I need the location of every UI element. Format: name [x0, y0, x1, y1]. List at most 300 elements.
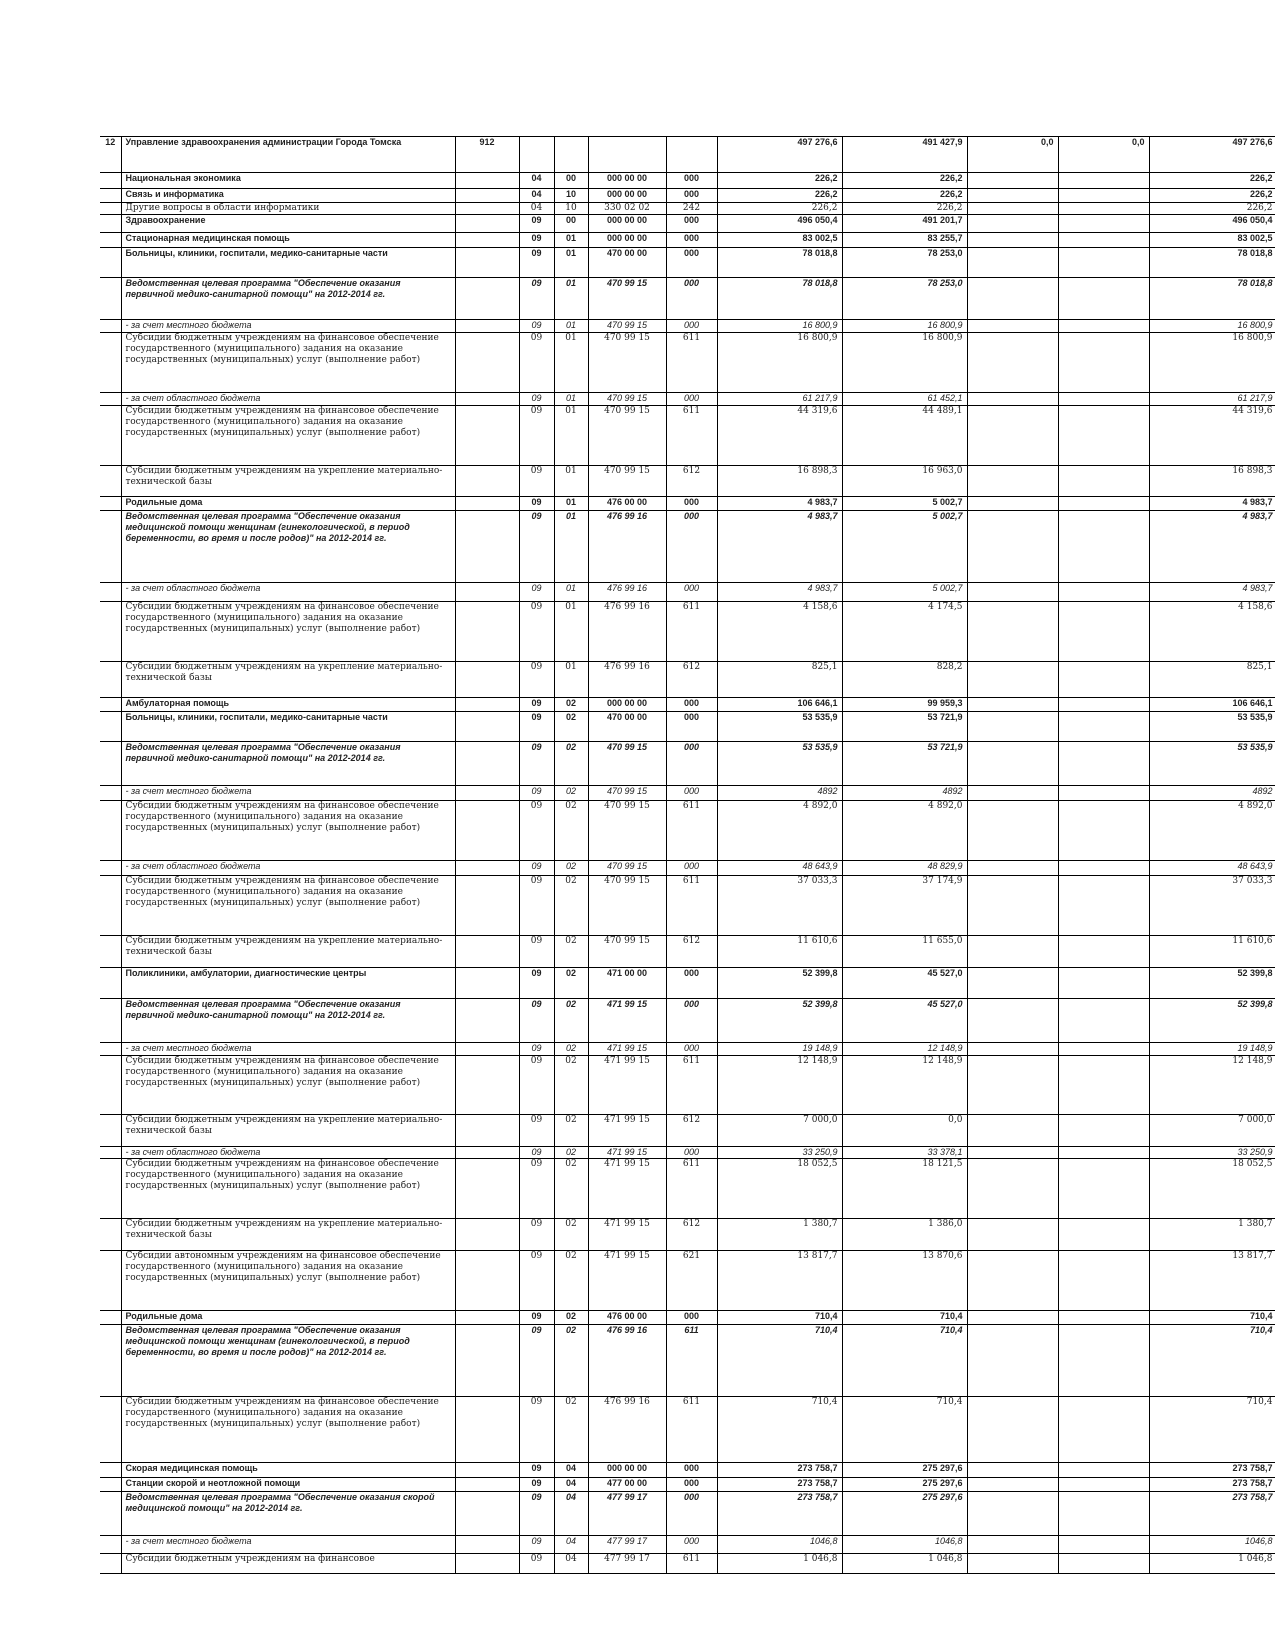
amount-cell-1: 33 250,9	[717, 1147, 842, 1159]
amount-cell-4	[1058, 1478, 1149, 1492]
target-article-code-cell: 471 99 15	[588, 999, 666, 1043]
amount-cell-3	[967, 1463, 1058, 1478]
expense-type-code-cell: 000	[666, 215, 717, 233]
table-row	[100, 1325, 1275, 1397]
amount-cell-5: 16 800,9	[1149, 320, 1275, 333]
expense-type-code-cell: 000	[666, 1147, 717, 1159]
amount-cell-1: 7 000,0	[717, 1115, 842, 1147]
row-name-cell: Субсидии бюджетным учреждениям на финансовое обеспечение государственного (муниципального) задания на оказание государственных (муниципальных) услуг (выполнение работ)	[121, 1159, 455, 1219]
amount-cell-1: 83 002,5	[717, 233, 842, 248]
amount-cell-2: 4 892,0	[842, 801, 967, 861]
row-index-cell	[100, 1397, 121, 1463]
amount-cell-4	[1058, 1219, 1149, 1251]
row-index-cell	[100, 333, 121, 393]
amount-cell-4	[1058, 1325, 1149, 1397]
section-code-cell: 09	[519, 968, 554, 999]
section-code-cell: 09	[519, 698, 554, 712]
target-article-code-cell	[588, 137, 666, 173]
amount-cell-3	[967, 333, 1058, 393]
subsection-code-cell: 10	[554, 189, 588, 203]
gr-code-cell	[455, 1554, 519, 1574]
amount-cell-3	[967, 189, 1058, 203]
amount-cell-2: 226,2	[842, 203, 967, 215]
amount-cell-4	[1058, 602, 1149, 662]
gr-code-cell	[455, 248, 519, 278]
amount-cell-3	[967, 1147, 1058, 1159]
amount-cell-4	[1058, 712, 1149, 742]
gr-code-cell	[455, 712, 519, 742]
amount-cell-2: 4 174,5	[842, 602, 967, 662]
table-row	[100, 203, 1275, 215]
row-name-cell: Субсидии бюджетным учреждениям на финансовое обеспечение государственного (муниципального) задания на оказание государственных (муниципальных) услуг (выполнение работ)	[121, 1056, 455, 1115]
row-name-cell: Другие вопросы в области информатики	[121, 203, 455, 215]
row-index-cell	[100, 698, 121, 712]
row-index-cell	[100, 999, 121, 1043]
amount-cell-2: 1 046,8	[842, 1554, 967, 1574]
row-index-cell	[100, 801, 121, 861]
subsection-code-cell: 02	[554, 1251, 588, 1311]
expense-type-code-cell: 000	[666, 173, 717, 189]
amount-cell-3	[967, 712, 1058, 742]
expense-type-code-cell: 612	[666, 662, 717, 698]
amount-cell-4	[1058, 786, 1149, 801]
section-code-cell: 09	[519, 320, 554, 333]
target-article-code-cell: 470 99 15	[588, 876, 666, 936]
amount-cell-1: 710,4	[717, 1397, 842, 1463]
gr-code-cell	[455, 466, 519, 497]
row-name-cell: Ведомственная целевая программа "Обеспечение оказания первичной медико-санитарной помощи" на 2012-2014 гг.	[121, 278, 455, 320]
section-code-cell: 09	[519, 712, 554, 742]
section-code-cell: 09	[519, 742, 554, 786]
gr-code-cell	[455, 189, 519, 203]
amount-cell-3	[967, 1056, 1058, 1115]
row-index-cell	[100, 786, 121, 801]
section-code-cell: 09	[519, 1325, 554, 1397]
amount-cell-1: 226,2	[717, 189, 842, 203]
section-code-cell: 09	[519, 215, 554, 233]
amount-cell-1: 12 148,9	[717, 1056, 842, 1115]
amount-cell-2: 5 002,7	[842, 497, 967, 511]
table-row	[100, 1251, 1275, 1311]
expense-type-code-cell: 000	[666, 278, 717, 320]
section-code-cell: 04	[519, 173, 554, 189]
amount-cell-5: 48 643,9	[1149, 861, 1275, 876]
row-name-cell: Субсидии бюджетным учреждениям на финансовое обеспечение государственного (муниципального) задания на оказание государственных (муниципальных) услуг (выполнение работ)	[121, 1397, 455, 1463]
gr-code-cell	[455, 1463, 519, 1478]
row-index-cell	[100, 1536, 121, 1554]
amount-cell-1: 825,1	[717, 662, 842, 698]
row-index-cell	[100, 742, 121, 786]
row-index-cell	[100, 511, 121, 583]
expense-type-code-cell: 000	[666, 248, 717, 278]
row-index-cell	[100, 1159, 121, 1219]
amount-cell-4	[1058, 466, 1149, 497]
subsection-code-cell: 00	[554, 173, 588, 189]
amount-cell-3	[967, 742, 1058, 786]
section-code-cell: 09	[519, 278, 554, 320]
target-article-code-cell: 000 00 00	[588, 189, 666, 203]
target-article-code-cell: 471 99 15	[588, 1043, 666, 1056]
table-row	[100, 497, 1275, 511]
subsection-code-cell: 01	[554, 497, 588, 511]
amount-cell-1: 44 319,6	[717, 406, 842, 466]
section-code-cell: 09	[519, 1056, 554, 1115]
amount-cell-4	[1058, 1115, 1149, 1147]
row-name-cell: Субсидии бюджетным учреждениям на укрепление материально-технической базы	[121, 466, 455, 497]
expense-type-code-cell: 000	[666, 712, 717, 742]
amount-cell-4	[1058, 1463, 1149, 1478]
gr-code-cell	[455, 876, 519, 936]
amount-cell-1: 496 050,4	[717, 215, 842, 233]
row-index-cell	[100, 189, 121, 203]
expense-type-code-cell: 611	[666, 406, 717, 466]
subsection-code-cell: 02	[554, 786, 588, 801]
gr-code-cell	[455, 662, 519, 698]
expense-type-code-cell: 000	[666, 1043, 717, 1056]
section-code-cell: 09	[519, 1251, 554, 1311]
amount-cell-1: 37 033,3	[717, 876, 842, 936]
gr-code-cell	[455, 1251, 519, 1311]
amount-cell-1: 4 158,6	[717, 602, 842, 662]
expense-type-code-cell: 612	[666, 1219, 717, 1251]
subsection-code-cell: 02	[554, 876, 588, 936]
row-index-cell	[100, 583, 121, 602]
amount-cell-5: 83 002,5	[1149, 233, 1275, 248]
amount-cell-5: 825,1	[1149, 662, 1275, 698]
amount-cell-4	[1058, 1147, 1149, 1159]
amount-cell-3	[967, 278, 1058, 320]
amount-cell-2: 1046,8	[842, 1536, 967, 1554]
gr-code-cell	[455, 602, 519, 662]
gr-code-cell	[455, 393, 519, 406]
amount-cell-4	[1058, 698, 1149, 712]
table-row	[100, 786, 1275, 801]
amount-cell-3	[967, 173, 1058, 189]
table-row	[100, 511, 1275, 583]
target-article-code-cell: 476 00 00	[588, 497, 666, 511]
row-index-cell	[100, 1492, 121, 1536]
amount-cell-3	[967, 1325, 1058, 1397]
expense-type-code-cell: 000	[666, 1536, 717, 1554]
row-name-cell: - за счет областного бюджета	[121, 861, 455, 876]
section-code-cell: 09	[519, 233, 554, 248]
gr-code-cell	[455, 278, 519, 320]
row-name-cell: Ведомственная целевая программа "Обеспечение оказания скорой медицинской помощи" на 2012-2014 гг.	[121, 1492, 455, 1536]
row-name-cell: Больницы, клиники, госпитали, медико-санитарные части	[121, 712, 455, 742]
gr-code-cell	[455, 1159, 519, 1219]
amount-cell-4	[1058, 742, 1149, 786]
table-row	[100, 1463, 1275, 1478]
row-index-cell	[100, 466, 121, 497]
row-index-cell	[100, 936, 121, 968]
amount-cell-3	[967, 936, 1058, 968]
row-name-cell: Стационарная медицинская помощь	[121, 233, 455, 248]
expense-type-code-cell: 000	[666, 1492, 717, 1536]
amount-cell-2: 48 829,9	[842, 861, 967, 876]
amount-cell-5: 226,2	[1149, 203, 1275, 215]
amount-cell-2: 44 489,1	[842, 406, 967, 466]
row-name-cell: - за счет местного бюджета	[121, 1043, 455, 1056]
amount-cell-1: 19 148,9	[717, 1043, 842, 1056]
row-index-cell	[100, 1147, 121, 1159]
amount-cell-4	[1058, 1311, 1149, 1325]
amount-cell-1: 106 646,1	[717, 698, 842, 712]
expense-type-code-cell: 611	[666, 333, 717, 393]
table-row	[100, 1536, 1275, 1554]
amount-cell-3	[967, 1492, 1058, 1536]
table-row	[100, 1056, 1275, 1115]
amount-cell-2: 16 800,9	[842, 333, 967, 393]
target-article-code-cell: 000 00 00	[588, 1463, 666, 1478]
target-article-code-cell: 000 00 00	[588, 173, 666, 189]
row-index-cell	[100, 497, 121, 511]
target-article-code-cell: 476 99 16	[588, 1325, 666, 1397]
gr-code-cell	[455, 215, 519, 233]
gr-code-cell	[455, 1043, 519, 1056]
target-article-code-cell: 477 99 17	[588, 1492, 666, 1536]
expense-type-code-cell: 000	[666, 968, 717, 999]
subsection-code-cell: 02	[554, 1219, 588, 1251]
amount-cell-3	[967, 466, 1058, 497]
amount-cell-4	[1058, 248, 1149, 278]
amount-cell-2: 16 800,9	[842, 320, 967, 333]
row-name-cell: Скорая медицинская помощь	[121, 1463, 455, 1478]
table-row	[100, 1311, 1275, 1325]
amount-cell-3	[967, 320, 1058, 333]
amount-cell-4	[1058, 320, 1149, 333]
expense-type-code-cell: 611	[666, 602, 717, 662]
subsection-code-cell: 02	[554, 861, 588, 876]
row-index-cell	[100, 215, 121, 233]
amount-cell-2: 78 253,0	[842, 278, 967, 320]
target-article-code-cell: 000 00 00	[588, 215, 666, 233]
target-article-code-cell: 470 99 15	[588, 333, 666, 393]
amount-cell-1: 710,4	[717, 1325, 842, 1397]
subsection-code-cell: 02	[554, 1115, 588, 1147]
section-code-cell: 09	[519, 1147, 554, 1159]
amount-cell-3	[967, 393, 1058, 406]
expense-type-code-cell: 621	[666, 1251, 717, 1311]
amount-cell-4	[1058, 1554, 1149, 1574]
row-index-cell	[100, 1043, 121, 1056]
table-row	[100, 662, 1275, 698]
section-code-cell: 09	[519, 511, 554, 583]
expense-type-code-cell: 000	[666, 1463, 717, 1478]
amount-cell-3	[967, 511, 1058, 583]
amount-cell-5: 78 018,8	[1149, 248, 1275, 278]
amount-cell-3	[967, 786, 1058, 801]
amount-cell-2: 710,4	[842, 1397, 967, 1463]
table-row	[100, 1478, 1275, 1492]
table-row	[100, 876, 1275, 936]
row-index-cell	[100, 861, 121, 876]
table-row	[100, 1219, 1275, 1251]
subsection-code-cell: 01	[554, 602, 588, 662]
row-name-cell: - за счет местного бюджета	[121, 786, 455, 801]
amount-cell-4	[1058, 215, 1149, 233]
expense-type-code-cell: 000	[666, 511, 717, 583]
target-article-code-cell: 470 99 15	[588, 936, 666, 968]
amount-cell-1: 4 983,7	[717, 497, 842, 511]
subsection-code-cell: 01	[554, 320, 588, 333]
gr-code-cell	[455, 1397, 519, 1463]
subsection-code-cell: 01	[554, 333, 588, 393]
target-article-code-cell: 470 99 15	[588, 393, 666, 406]
amount-cell-3	[967, 1478, 1058, 1492]
row-index-cell	[100, 662, 121, 698]
amount-cell-5: 1 380,7	[1149, 1219, 1275, 1251]
amount-cell-2: 12 148,9	[842, 1043, 967, 1056]
amount-cell-4	[1058, 233, 1149, 248]
amount-cell-4	[1058, 1159, 1149, 1219]
amount-cell-3	[967, 698, 1058, 712]
target-article-code-cell: 476 00 00	[588, 1311, 666, 1325]
target-article-code-cell: 470 99 15	[588, 861, 666, 876]
target-article-code-cell: 471 99 15	[588, 1115, 666, 1147]
row-index-cell	[100, 320, 121, 333]
amount-cell-3: 0,0	[967, 137, 1058, 173]
subsection-code-cell: 02	[554, 1397, 588, 1463]
target-article-code-cell: 471 99 15	[588, 1251, 666, 1311]
row-index-cell	[100, 712, 121, 742]
row-name-cell: Ведомственная целевая программа "Обеспечение оказания первичной медико-санитарной помощи" на 2012-2014 гг.	[121, 999, 455, 1043]
table-row	[100, 1397, 1275, 1463]
gr-code-cell	[455, 1325, 519, 1397]
amount-cell-4	[1058, 497, 1149, 511]
amount-cell-5: 44 319,6	[1149, 406, 1275, 466]
gr-code-cell	[455, 1478, 519, 1492]
section-code-cell: 09	[519, 1219, 554, 1251]
row-index-cell	[100, 1056, 121, 1115]
table-row	[100, 278, 1275, 320]
table-row	[100, 1554, 1275, 1574]
subsection-code-cell: 02	[554, 1325, 588, 1397]
expense-type-code-cell: 611	[666, 1325, 717, 1397]
row-name-cell: Управление здравоохранения администрации Города Томска	[121, 137, 455, 173]
amount-cell-1: 273 758,7	[717, 1492, 842, 1536]
target-article-code-cell: 470 99 15	[588, 320, 666, 333]
subsection-code-cell: 01	[554, 278, 588, 320]
amount-cell-1: 226,2	[717, 173, 842, 189]
row-name-cell: - за счет областного бюджета	[121, 583, 455, 602]
amount-cell-4	[1058, 1056, 1149, 1115]
amount-cell-5: 273 758,7	[1149, 1492, 1275, 1536]
subsection-code-cell: 02	[554, 1043, 588, 1056]
amount-cell-3	[967, 1397, 1058, 1463]
row-index-cell	[100, 1478, 121, 1492]
subsection-code-cell: 04	[554, 1536, 588, 1554]
subsection-code-cell	[554, 137, 588, 173]
gr-code-cell	[455, 1147, 519, 1159]
expense-type-code-cell: 612	[666, 936, 717, 968]
amount-cell-5: 52 399,8	[1149, 999, 1275, 1043]
subsection-code-cell: 01	[554, 233, 588, 248]
target-article-code-cell: 476 99 16	[588, 583, 666, 602]
section-code-cell: 09	[519, 1397, 554, 1463]
row-name-cell: Станции скорой и неотложной помощи	[121, 1478, 455, 1492]
amount-cell-5: 16 800,9	[1149, 333, 1275, 393]
amount-cell-2: 33 378,1	[842, 1147, 967, 1159]
amount-cell-3	[967, 1159, 1058, 1219]
amount-cell-4	[1058, 999, 1149, 1043]
table-row	[100, 861, 1275, 876]
amount-cell-1: 4892	[717, 786, 842, 801]
section-code-cell: 04	[519, 189, 554, 203]
amount-cell-2: 491 201,7	[842, 215, 967, 233]
table-row	[100, 1043, 1275, 1056]
expense-type-code-cell: 611	[666, 876, 717, 936]
subsection-code-cell: 01	[554, 466, 588, 497]
target-article-code-cell: 000 00 00	[588, 698, 666, 712]
row-index-cell	[100, 1554, 121, 1574]
amount-cell-4	[1058, 1536, 1149, 1554]
subsection-code-cell: 01	[554, 662, 588, 698]
target-article-code-cell: 476 99 16	[588, 662, 666, 698]
amount-cell-4	[1058, 876, 1149, 936]
row-name-cell: Субсидии бюджетным учреждениям на финансовое	[121, 1554, 455, 1574]
amount-cell-1: 48 643,9	[717, 861, 842, 876]
target-article-code-cell: 470 99 15	[588, 278, 666, 320]
amount-cell-1: 4 983,7	[717, 583, 842, 602]
target-article-code-cell: 470 99 15	[588, 786, 666, 801]
gr-code-cell	[455, 742, 519, 786]
amount-cell-4	[1058, 203, 1149, 215]
section-code-cell: 09	[519, 1492, 554, 1536]
amount-cell-2: 18 121,5	[842, 1159, 967, 1219]
expense-type-code-cell: 000	[666, 1478, 717, 1492]
section-code-cell: 09	[519, 662, 554, 698]
table-body	[100, 137, 1275, 1574]
subsection-code-cell: 02	[554, 1147, 588, 1159]
amount-cell-2: 710,4	[842, 1325, 967, 1397]
target-article-code-cell: 471 99 15	[588, 1219, 666, 1251]
amount-cell-2: 226,2	[842, 189, 967, 203]
amount-cell-2: 0,0	[842, 1115, 967, 1147]
target-article-code-cell: 476 99 16	[588, 602, 666, 662]
amount-cell-2: 275 297,6	[842, 1478, 967, 1492]
subsection-code-cell: 02	[554, 968, 588, 999]
target-article-code-cell: 476 99 16	[588, 511, 666, 583]
table-row	[100, 333, 1275, 393]
table-row	[100, 393, 1275, 406]
expense-type-code-cell: 611	[666, 1554, 717, 1574]
subsection-code-cell: 02	[554, 712, 588, 742]
amount-cell-3	[967, 1536, 1058, 1554]
row-name-cell: Ведомственная целевая программа "Обеспечение оказания медицинской помощи женщинам (гинекологической, в период беременности, во время и после родов)" на 2012-2014 гг.	[121, 511, 455, 583]
table-row	[100, 466, 1275, 497]
amount-cell-2: 78 253,0	[842, 248, 967, 278]
section-code-cell: 09	[519, 1043, 554, 1056]
expense-type-code-cell: 000	[666, 320, 717, 333]
amount-cell-4: 0,0	[1058, 137, 1149, 173]
section-code-cell: 09	[519, 1536, 554, 1554]
amount-cell-3	[967, 1115, 1058, 1147]
section-code-cell: 09	[519, 406, 554, 466]
amount-cell-5: 4 892,0	[1149, 801, 1275, 861]
amount-cell-1: 1 046,8	[717, 1554, 842, 1574]
section-code-cell: 09	[519, 497, 554, 511]
amount-cell-5: 7 000,0	[1149, 1115, 1275, 1147]
expense-type-code-cell	[666, 137, 717, 173]
subsection-code-cell: 01	[554, 583, 588, 602]
subsection-code-cell: 02	[554, 801, 588, 861]
amount-cell-2: 53 721,9	[842, 742, 967, 786]
amount-cell-2: 99 959,3	[842, 698, 967, 712]
table-row	[100, 999, 1275, 1043]
target-article-code-cell: 470 99 15	[588, 466, 666, 497]
section-code-cell: 04	[519, 203, 554, 215]
table-row	[100, 936, 1275, 968]
